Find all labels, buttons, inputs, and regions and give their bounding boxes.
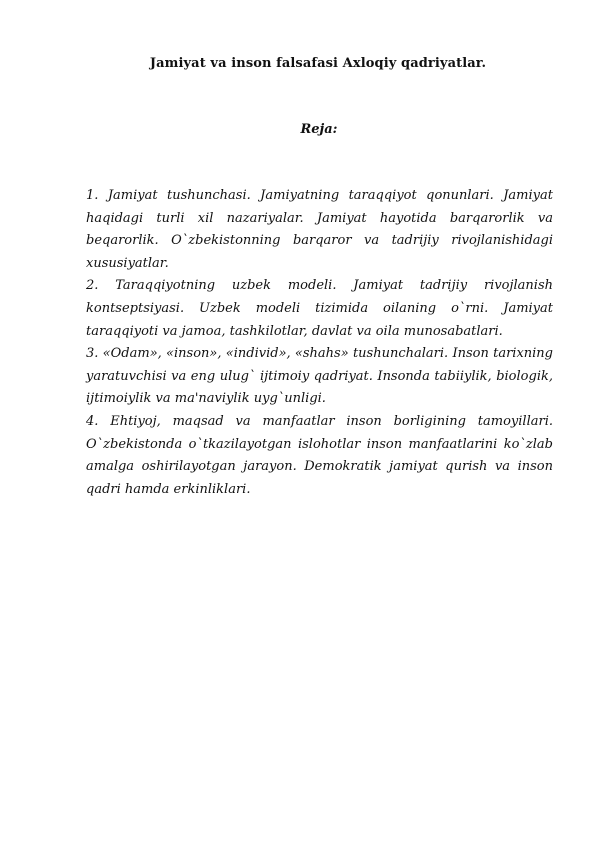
- document-title: Jamiyat va inson falsafasi Axloqiy qadriyatlar.: [149, 56, 487, 71]
- plan-list: [86, 185, 553, 501]
- plan-item-3: 3. «Odam», «inson», «individ», «shahs» tushunchalari. Inson tarixning yaratuvchisi va eng ulug` ijtimoiy qadriyat. Insonda tabiiylik, biologik, ijtimoiylik va ma'naviylik uyg`unligi.: [86, 346, 553, 407]
- plan-item-4: 4. Ehtiyoj, maqsad va manfaatlar inson borligining tamoyillari. O`zbekistonda o`tkazilayotgan islohotlar inson manfaatlarini ko`zlab amalga oshirilayotgan jarayon. Demokratik jamiyat qurish va inson qadri hamda erkinliklari.: [86, 413, 553, 497]
- plan-heading: Reja:: [300, 122, 338, 137]
- plan-item-2: 2. Taraqqiyotning uzbek modeli. Jamiyat tadrijiy rivojlanish kontseptsiyasi. Uzbek modeli tizimida oilaning o`rni. Jamiyat taraqqiyoti va jamoa, tashkilotlar, davlat va oila munosabatlari.: [86, 278, 553, 339]
- plan-item-1: 1. Jamiyat tushunchasi. Jamiyatning taraqqiyot qonunlari. Jamiyat haqidagi turli xil nazariyalar. Jamiyat hayotida barqarorlik va beqarorlik. O`zbekistonning barqaror va tadrijiy rivojlanishidagi xususiyatlar.: [86, 188, 553, 271]
